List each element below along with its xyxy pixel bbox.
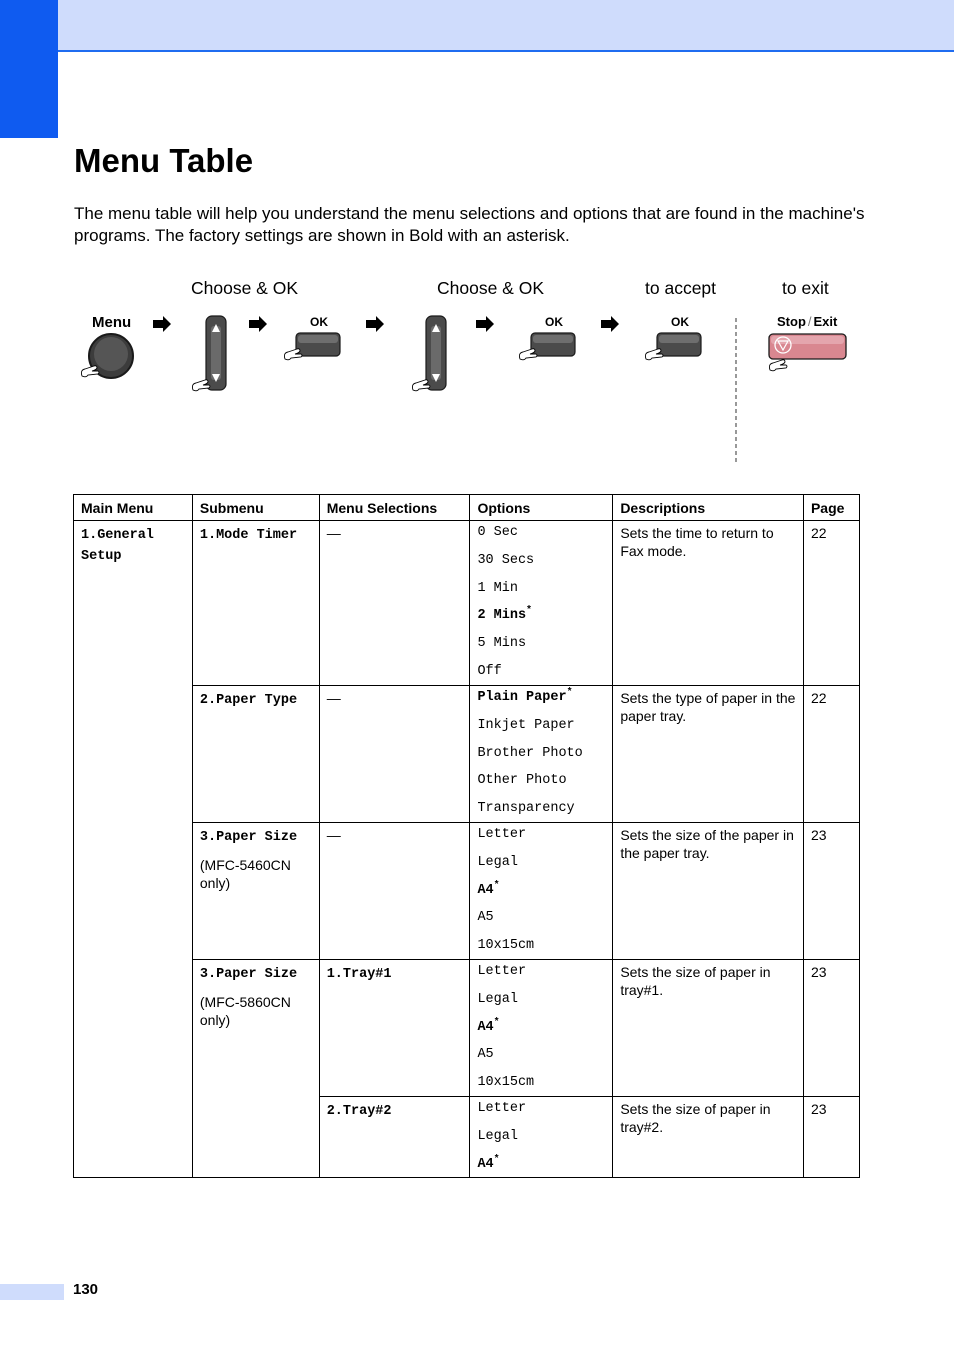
ok-key-label-1: OK [310,315,328,329]
option-text: Letter [477,827,527,842]
column-header-descriptions: Descriptions [613,495,804,521]
default-asterisk: * [566,687,573,699]
submenu-cell [192,960,319,1178]
table-header-row [74,495,860,521]
submenu-model-note: (MFC-5460CN only) [199,857,291,891]
submenu-label: 3.Paper Size [199,830,298,845]
description-cell: Sets the size of paper in tray#1. [613,960,804,1097]
submenu-label: 2.Paper Type [199,693,298,708]
page-cell: 23 [803,960,859,1097]
column-header-options: Options [470,495,613,521]
submenu-label: 3.Paper Size [199,967,298,982]
option-item [477,717,605,735]
intro-paragraph: The menu table will help you understand the menu selections and options that are found in the machine's programs. The factory settings are shown in Bold with an asterisk. [74,204,865,245]
page-cell: 23 [803,1097,859,1178]
option-text: A5 [477,1047,494,1063]
menu-selection-cell [319,521,470,686]
option-text: Legal [477,1128,518,1144]
option-item [477,1128,605,1146]
updown-arrow-key-icon-1 [192,316,226,391]
option-item [477,745,605,763]
option-text: Transparency [477,801,575,817]
option-item [477,826,605,844]
table-row [74,521,860,686]
option-item [477,1100,605,1118]
table-row [74,960,860,1097]
option-default [477,689,605,707]
option-text: Letter [477,964,527,979]
options-cell [470,823,613,960]
menu-selection-label: — [326,827,341,843]
option-text: Other Photo [477,773,567,789]
option-default [477,882,605,900]
column-header-page: Page [803,495,859,521]
options-cell [470,960,613,1097]
menu-selection-label: 1.Tray#1 [326,967,392,982]
options-cell [470,521,613,686]
description-cell: Sets the size of the paper in the paper tray. [613,823,804,960]
menu-selection-cell [319,686,470,823]
ok-key-icon-2 [519,333,575,360]
submenu-model-note: (MFC-5860CN only) [199,994,291,1028]
page-cell: 23 [803,823,859,960]
table-row [74,686,860,823]
updown-arrow-key-icon-2 [412,316,446,391]
menu-key-label: Menu [92,314,132,331]
option-text: 0 Sec [477,525,518,540]
page-cell: 22 [803,686,859,823]
default-asterisk: * [493,1017,500,1029]
option-item [477,909,605,927]
menu-selection-label: — [326,525,341,541]
operation-diagram [0,0,954,480]
submenu-cell [192,823,319,960]
stop-label: Stop [777,314,806,329]
submenu-label: 1.Mode Timer [199,528,298,543]
ok-key-label-2: OK [545,315,563,329]
page-number: 130 [73,1281,99,1298]
option-item [477,963,605,981]
stop-exit-key-icon [769,334,846,371]
option-default [477,1156,605,1174]
column-header-main-menu: Main Menu [74,495,193,521]
step-label-choose-ok-1: Choose & OK [191,278,298,298]
main-menu-cell [74,521,193,1178]
option-text: 10x15cm [477,1075,535,1091]
option-text: 1 Min [477,580,518,596]
menu-selection-cell [319,823,470,960]
menu-selection-cell [319,1097,470,1178]
menu-selection-label: 2.Tray#2 [326,1104,392,1119]
ok-key-label-3: OK [671,315,689,329]
submenu-cell [192,686,319,823]
option-item [477,854,605,872]
ok-key-icon-1 [284,333,340,360]
option-text: 5 Mins [477,636,527,652]
option-text: 2 Mins [477,608,527,624]
option-item [477,772,605,790]
option-item [477,552,605,570]
default-asterisk: * [493,880,500,892]
options-cell [470,686,613,823]
option-item [477,1074,605,1092]
submenu-cell [192,521,319,686]
step-label-to-accept: to accept [645,278,717,298]
page-cell: 22 [803,521,859,686]
description-cell: Sets the size of paper in tray#2. [613,1097,804,1178]
option-item [477,991,605,1009]
description-cell: Sets the time to return to Fax mode. [613,521,804,686]
menu-table [73,494,860,1178]
option-text: 10x15cm [477,938,535,954]
table-row [74,823,860,960]
option-item [477,1046,605,1064]
step-label-choose-ok-2: Choose & OK [437,278,544,298]
description-cell: Sets the type of paper in the paper tray. [613,686,804,823]
column-header-menu-selections: Menu Selections [319,495,470,521]
option-text: A4 [477,1156,494,1172]
column-header-submenu: Submenu [192,495,319,521]
option-default [477,1019,605,1037]
ok-key-icon-3 [645,333,701,360]
menu-selection-label: — [326,690,341,706]
option-default [477,607,605,625]
exit-label: Exit [813,314,838,329]
stop-exit-slash: / [807,314,812,329]
step-label-to-exit: to exit [782,278,829,298]
default-asterisk: * [526,605,533,617]
option-item [477,580,605,598]
option-item [477,937,605,955]
options-cell [470,1097,613,1178]
option-text: A5 [477,910,494,926]
option-text: Legal [477,991,518,1007]
option-text: Plain Paper [477,690,567,705]
main-menu-label: 1.General Setup [81,528,154,564]
option-text: Legal [477,854,518,870]
option-text: 30 Secs [477,552,535,568]
option-text: Letter [477,1101,527,1116]
option-text: A4 [477,1019,494,1035]
page-title: Menu Table [74,142,254,179]
option-text: A4 [477,882,494,898]
menu-selection-cell [319,960,470,1097]
option-text: Inkjet Paper [477,717,575,733]
default-asterisk: * [493,1154,500,1166]
option-text: Off [477,663,502,679]
option-item [477,524,605,542]
menu-dial-icon [81,334,133,378]
footer-band [0,1284,64,1300]
option-item [477,635,605,653]
option-item [477,663,605,681]
option-text: Brother Photo [477,745,583,761]
option-item [477,800,605,818]
